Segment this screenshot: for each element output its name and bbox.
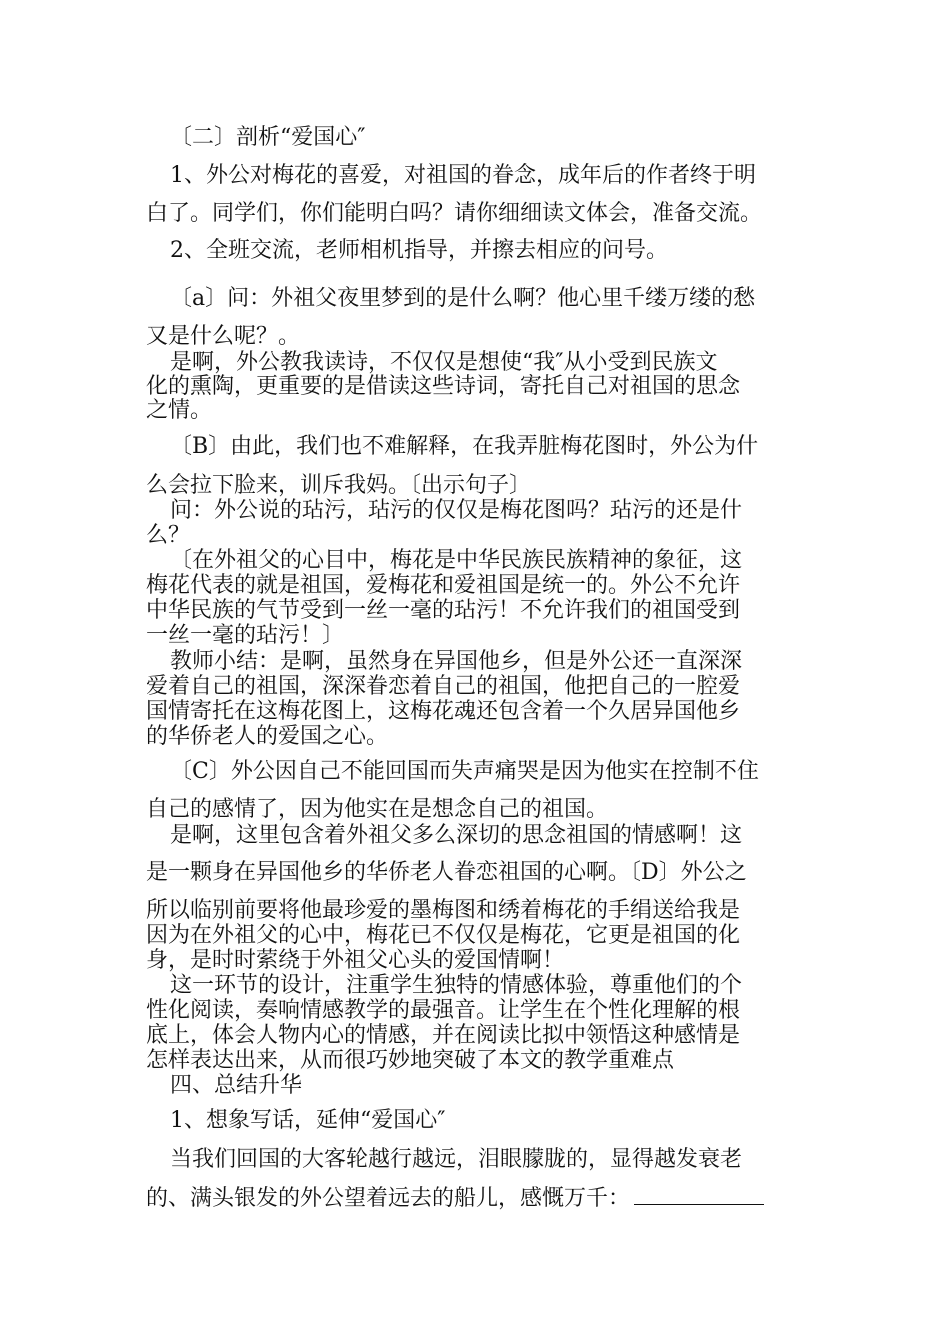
paragraph-line: 教师小结：是啊，虽然身在异国他乡，但是外公还一直深深 xyxy=(170,649,743,674)
paragraph-line: 又是什么呢？。 xyxy=(146,324,301,349)
paragraph-line: 白了。同学们，你们能明白吗？请你细细读文体会，准备交流。 xyxy=(146,201,763,226)
paragraph-line: 梅花代表的就是祖国，爱梅花和爱祖国是统一的。外公不允许 xyxy=(146,573,741,598)
paragraph-line: 〔C〕外公因自己不能回国而失声痛哭是因为他实在控制不住 xyxy=(170,759,759,784)
paragraph-line: 1、想象写话，延伸“爱国心″ xyxy=(170,1108,446,1133)
section-heading-summary: 四、总结升华 xyxy=(170,1073,303,1098)
section-heading-analysis: 〔二〕剖析“爱国心″ xyxy=(170,125,366,150)
paragraph-line: 怎样表达出来，从而很巧妙地突破了本文的教学重难点 xyxy=(146,1048,675,1073)
paragraph-line: 国情寄托在这梅花图上，这梅花魂还包含着一个久居异国他乡 xyxy=(146,699,741,724)
paragraph-line: 中华民族的气节受到一丝一毫的玷污！不允许我们的祖国受到 xyxy=(146,598,741,623)
paragraph-line: 〔在外祖父的心目中，梅花是中华民族民族精神的象征，这 xyxy=(170,548,743,573)
paragraph-line: 〔B〕由此，我们也不难解释，在我弄脏梅花图时，外公为什 xyxy=(170,434,759,459)
paragraph-line: 问：外公说的玷污，玷污的仅仅是梅花图吗？玷污的还是什 xyxy=(170,498,743,523)
paragraph-line: 底上，体会人物内心的情感，并在阅读比拟中领悟这种感情是 xyxy=(146,1023,741,1048)
paragraph-line: 1、外公对梅花的喜爱，对祖国的眷念，成年后的作者终于明 xyxy=(170,163,756,188)
paragraph-line: 性化阅读，奏响情感教学的最强音。让学生在个性化理解的根 xyxy=(146,998,741,1023)
paragraph-line: 是啊，外公教我读诗，不仅仅是想使“我″从小受到民族文 xyxy=(170,350,718,375)
paragraph-line-text: 的、满头银发的外公望着远去的船儿，感慨万千： xyxy=(146,1186,631,1211)
paragraph-line: 因为在外祖父的心中，梅花已不仅仅是梅花，它更是祖国的化 xyxy=(146,923,741,948)
paragraph-line: 是啊，这里包含着外祖父多么深切的思念祖国的情感啊！这 xyxy=(170,823,743,848)
paragraph-line: 是一颗身在异国他乡的华侨老人眷恋祖国的心啊。〔D〕外公之 xyxy=(146,860,747,885)
paragraph-line: 一丝一毫的玷污！〕 xyxy=(146,623,345,648)
paragraph-line: 爱着自己的祖国，深深眷恋着自己的祖国，他把自己的一腔爱 xyxy=(146,674,741,699)
paragraph-line: 么会拉下脸来，训斥我妈。〔出示句子〕 xyxy=(146,473,532,498)
paragraph-line: 化的熏陶，更重要的是借读这些诗词，寄托自己对祖国的思念 xyxy=(146,374,741,399)
paragraph-line: 当我们回国的大客轮越行越远，泪眼朦胧的，显得越发衰老 xyxy=(170,1147,743,1172)
paragraph-line: 么？ xyxy=(146,523,191,548)
paragraph-line: 所以临别前要将他最珍爱的墨梅图和绣着梅花的手绢送给我是 xyxy=(146,898,741,923)
paragraph-line: 〔a〕问：外祖父夜里梦到的是什么啊？他心里千缕万缕的愁 xyxy=(170,286,756,311)
paragraph-line: 这一环节的设计，注重学生独特的情感体验，尊重他们的个 xyxy=(170,973,743,998)
paragraph-line: 2、全班交流，老师相机指导，并擦去相应的问号。 xyxy=(170,238,668,263)
paragraph-line: 之情。 xyxy=(146,398,213,423)
paragraph-line-with-blank xyxy=(146,1184,810,1212)
paragraph-line: 的华侨老人的爱国之心。 xyxy=(146,724,389,749)
paragraph-line: 身，是时时萦绕于外祖父心头的爱国情啊！ xyxy=(146,948,565,973)
fill-in-blank[interactable] xyxy=(634,1184,764,1205)
paragraph-line: 自己的感情了，因为他实在是想念自己的祖国。 xyxy=(146,797,609,822)
